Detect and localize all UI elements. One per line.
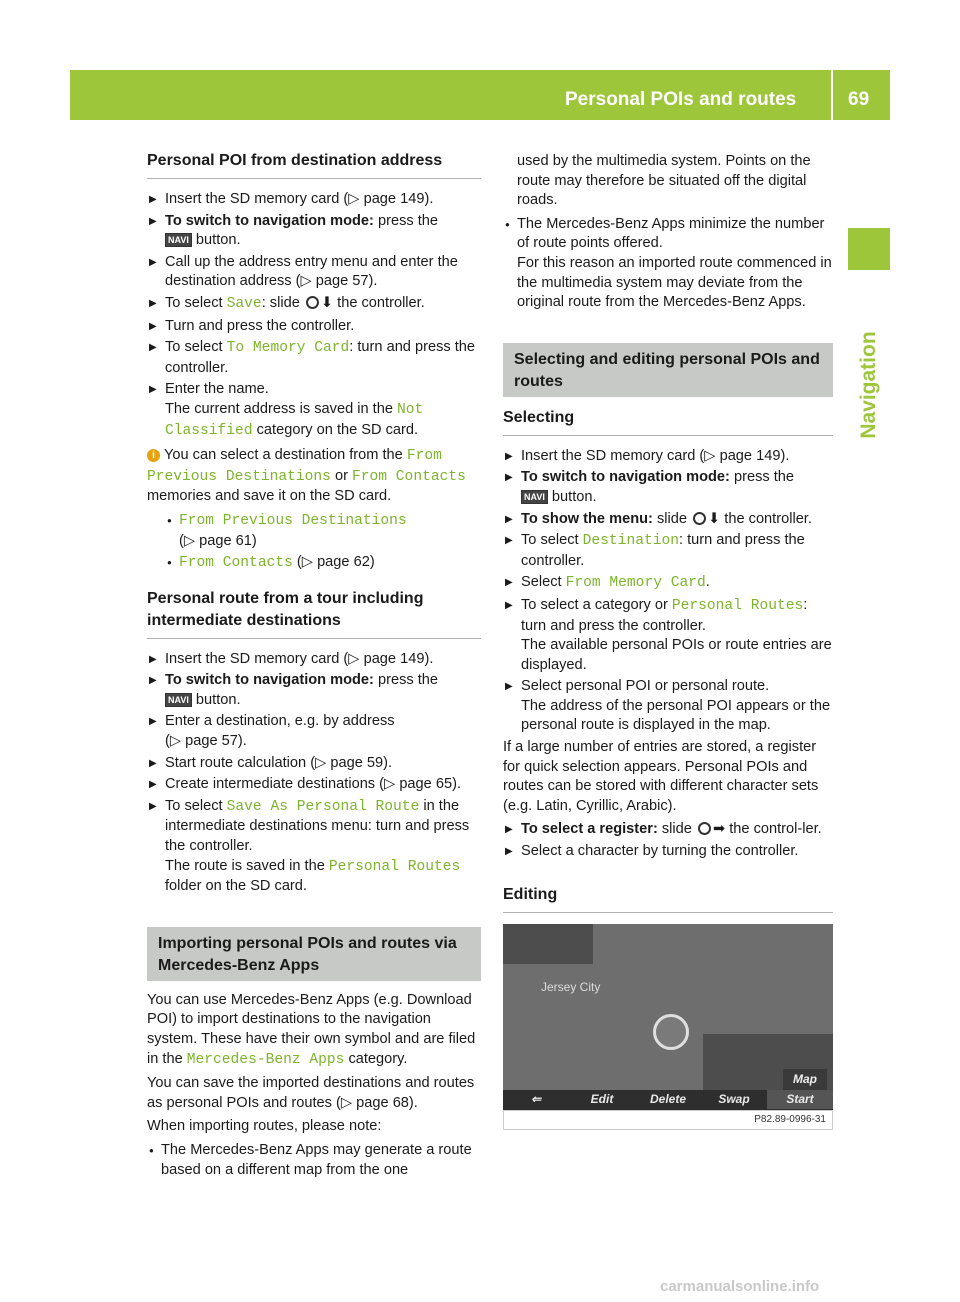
step-item: ▶ To switch to navigation mode: press the NAVI button.	[503, 468, 833, 507]
info-note: i You can select a destination from the From Previous Destinations or From Contacts memories and save it on the SD card. ● From Previous Destinations (▷ page 61) ● From Contacts (▷ page 62)	[147, 446, 481, 574]
left-column	[147, 150, 481, 1182]
swap-button[interactable]: Swap	[718, 1091, 750, 1106]
water-area	[503, 924, 593, 964]
chapter-tab	[848, 228, 890, 270]
map-screenshot	[503, 924, 833, 1130]
figure-caption: P82.89-0996-31	[503, 1110, 833, 1130]
paragraph: used by the multimedia system. Points on the route may therefore be situated off the digital roads.	[517, 153, 811, 209]
step-item: ▶ To select a category or Personal Routes: turn and press the controller. The available personal POIs or route entries are displayed.	[503, 596, 833, 675]
step-item: ▶ To switch to navigation mode: press the NAVI button.	[147, 212, 481, 251]
section-title: Personal route from a tour including intermediate destinations	[147, 588, 481, 639]
route-marker-icon	[653, 1014, 689, 1050]
subsection-title: Editing	[503, 884, 833, 913]
controller-slide-down-icon	[693, 512, 706, 525]
navi-button-icon: NAVI	[521, 490, 548, 504]
step-item: ▶ To show the menu: slide ⬇ the controller.	[503, 510, 833, 530]
paragraph: You can use Mercedes-Benz Apps (e.g. Download POI) to import destinations to the navigation system. These have their own symbol and are filed in the Mercedes-Benz Apps category.	[147, 991, 476, 1068]
chapter-label: Navigation	[857, 331, 880, 439]
start-button[interactable]: Start	[767, 1090, 833, 1110]
step-item: ▶ Insert the SD memory card (▷ page 149).	[147, 190, 481, 210]
map-button[interactable]: Map	[783, 1069, 827, 1091]
step-item: ▶ To select Destination: turn and press the controller.	[503, 531, 833, 571]
map-city-label: Jersey City	[541, 979, 601, 994]
page-number: 69	[848, 89, 870, 110]
step-item: ▶ To select a register: slide ➡ the control-ler.	[503, 820, 833, 840]
list-item: ● From Contacts (▷ page 62)	[165, 553, 481, 574]
section-box-title: Importing personal POIs and routes via Mercedes-Benz Apps	[147, 927, 481, 981]
step-item: ▶ Start route calculation (▷ page 59).	[147, 754, 481, 774]
step-item: ▶ Insert the SD memory card (▷ page 149).	[147, 650, 481, 670]
step-item: ▶ Create intermediate destinations (▷ page 65).	[147, 775, 481, 795]
step-item: ▶ Call up the address entry menu and enter the destination address (▷ page 57).	[147, 253, 481, 292]
page-title: Personal POIs and routes	[565, 89, 797, 110]
step-item: ▶ Enter a destination, e.g. by address (▷ page 57).	[147, 712, 481, 751]
info-icon: i	[147, 449, 160, 462]
header-divider	[831, 70, 833, 120]
footer-watermark: carmanualsonline.info	[660, 1278, 820, 1295]
paragraph: You can save the imported destinations and routes as personal POIs and routes (▷ page 68).	[147, 1075, 475, 1111]
step-item: ▶ To select Save: slide ⬇ the controller.	[147, 294, 481, 315]
controller-slide-down-icon	[306, 296, 319, 309]
step-item: ▶ To switch to navigation mode: press the NAVI button.	[147, 671, 481, 710]
step-item: ▶ Select a character by turning the controller.	[503, 842, 833, 862]
section-title: Personal POI from destination address	[147, 150, 481, 179]
step-item: ▶ To select To Memory Card: turn and press the controller.	[147, 338, 481, 378]
delete-button[interactable]: Delete	[649, 1091, 687, 1106]
list-item: ● The Mercedes-Benz Apps minimize the number of route points offered. For this reason an imported route commenced in the multimedia system may deviate from the original route from the Mercedes-Benz Apps.	[503, 215, 833, 313]
section-box-title: Selecting and editing personal POIs and routes	[503, 343, 833, 397]
menu-bar	[503, 1090, 833, 1110]
back-icon[interactable]: ⇐	[530, 1091, 542, 1106]
paragraph: When importing routes, please note:	[147, 1118, 382, 1135]
step-item: ▶ To select Save As Personal Route in the intermediate destinations menu: turn and press the controller. The route is saved in the Personal Routes folder on the SD card.	[147, 797, 481, 897]
step-item: ▶ Turn and press the controller.	[147, 317, 481, 337]
map-view	[503, 924, 833, 1090]
list-item: ● The Mercedes-Benz Apps may generate a route based on a different map from the one	[147, 1141, 481, 1180]
subsection-title: Selecting	[503, 407, 833, 436]
list-item: ● From Previous Destinations (▷ page 61)	[165, 511, 481, 551]
edit-button[interactable]: Edit	[590, 1091, 614, 1106]
step-item: ▶ Enter the name. The current address is saved in the Not Classified category on the SD card.	[147, 380, 481, 441]
step-item: ▶ Select personal POI or personal route. The address of the personal POI appears or the personal route is displayed in the map.	[503, 677, 833, 736]
right-column	[503, 152, 833, 1130]
step-item: ▶ Select From Memory Card.	[503, 573, 833, 594]
paragraph: If a large number of entries are stored, a register for quick selection appears. Personal POIs and routes can be stored with different character sets (e.g. Latin, Cyrillic, Arabic).	[503, 739, 819, 814]
step-item: ▶ Insert the SD memory card (▷ page 149).	[503, 447, 833, 467]
navi-button-icon: NAVI	[165, 233, 192, 247]
controller-slide-right-icon	[698, 822, 711, 835]
navi-button-icon: NAVI	[165, 693, 192, 707]
